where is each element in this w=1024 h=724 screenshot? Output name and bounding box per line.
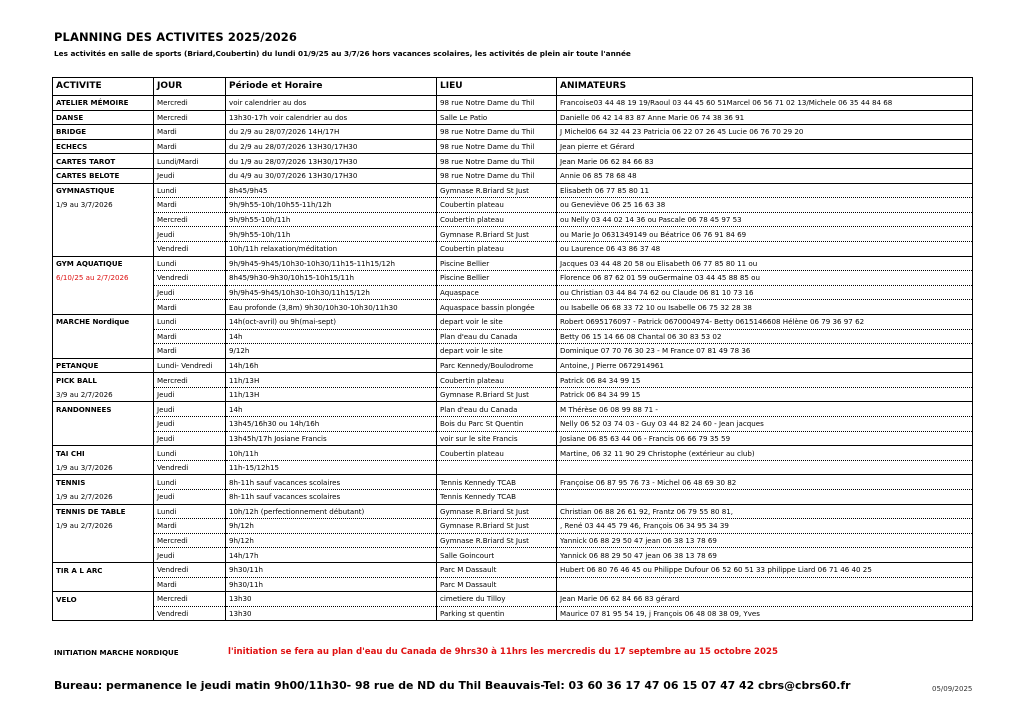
cell-activite (53, 431, 154, 446)
cell-activite: 3/9 au 2/7/2026 (53, 387, 154, 402)
cell-animateurs: ou Marie Jo 0631349149 ou Béatrice 06 76 91 84 69 (557, 227, 973, 242)
cell-lieu: 98 rue Notre Dame du Thil (437, 96, 557, 111)
cell-lieu: Aquaspace bassin plongée (437, 300, 557, 315)
cell-lieu: 98 rue Notre Dame du Thil (437, 168, 557, 183)
cell-lieu: Gymnase R.Briard St Just (437, 183, 557, 198)
page-title: PLANNING DES ACTIVITES 2025/2026 (54, 30, 297, 44)
cell-jour: Mardi (154, 519, 226, 534)
cell-jour: Mercredi (154, 96, 226, 111)
table-row (53, 271, 973, 286)
cell-jour: Jeudi (154, 285, 226, 300)
cell-jour: Mercredi (154, 110, 226, 125)
table-row (53, 563, 973, 578)
cell-lieu: Coubertin plateau (437, 373, 557, 388)
cell-animateurs: Betty 06 15 14 66 08 Chantal 06 30 83 53 02 (557, 329, 973, 344)
table-row (53, 446, 973, 461)
cell-periode: 14h (226, 329, 437, 344)
column-header-lieu: LIEU (437, 78, 557, 96)
table-row (53, 490, 973, 505)
cell-jour: Jeudi (154, 387, 226, 402)
cell-animateurs: Jean Marie 06 62 84 66 83 gérard (557, 592, 973, 607)
cell-animateurs: Francoise03 44 48 19 19/Raoul 03 44 45 60 51Marcel 06 56 71 02 13/Michele 06 35 44 84 68 (557, 96, 973, 111)
cell-periode: 14h(oct-avril) ou 9h(mai-sept) (226, 314, 437, 329)
table-row (53, 168, 973, 183)
column-header-jour: JOUR (154, 78, 226, 96)
table-row (53, 358, 973, 373)
column-header-animateurs: ANIMATEURS (557, 78, 973, 96)
cell-lieu: depart voir le site (437, 344, 557, 359)
column-header-activite: ACTIVITE (53, 78, 154, 96)
cell-activite: PETANQUE (53, 358, 154, 373)
cell-periode: du 4/9 au 30/07/2026 13H30/17H30 (226, 168, 437, 183)
cell-activite (53, 212, 154, 227)
cell-activite (53, 241, 154, 256)
table-row (53, 96, 973, 111)
table-row (53, 417, 973, 432)
cell-activite: ATELIER MÉMOIRE (53, 96, 154, 111)
cell-jour: Mercredi (154, 592, 226, 607)
cell-activite: 1/9 au 3/7/2026 (53, 460, 154, 475)
cell-lieu: Tennis Kennedy TCAB (437, 475, 557, 490)
cell-activite: TENNIS (53, 475, 154, 490)
page-subtitle: Les activités en salle de sports (Briard,Coubertin) du lundi 01/9/25 au 3/7/26 hors vacances scolaires, les activités de plein air toute l'année (54, 49, 631, 58)
cell-periode: 10h/11h relaxation/méditation (226, 241, 437, 256)
cell-activite: ECHECS (53, 139, 154, 154)
cell-activite (53, 344, 154, 359)
cell-animateurs: ou Nelly 03 44 02 14 36 ou Pascale 06 78 45 97 53 (557, 212, 973, 227)
cell-animateurs: Yannick 06 88 29 50 47 jean 06 38 13 78 69 (557, 533, 973, 548)
cell-animateurs: , René 03 44 45 79 46, François 06 34 95 34 39 (557, 519, 973, 534)
table-row (53, 300, 973, 315)
table-row (53, 285, 973, 300)
cell-lieu: Gymnase R.Briard St Just (437, 519, 557, 534)
print-date: 05/09/2025 (932, 685, 973, 693)
cell-animateurs: Nelly 06 52 03 74 03 - Guy 03 44 82 24 60 - Jean jacques (557, 417, 973, 432)
table-row (53, 256, 973, 271)
cell-animateurs: ou Geneviève 06 25 16 63 38 (557, 198, 973, 213)
cell-lieu: Gymnase R.Briard St Just (437, 504, 557, 519)
table-row (53, 241, 973, 256)
table-row (53, 227, 973, 242)
cell-animateurs: Hubert 06 80 76 46 45 ou Philippe Dufour 06 52 60 51 33 philippe Liard 06 71 46 40 25 (557, 563, 973, 578)
cell-jour: Lundi (154, 446, 226, 461)
cell-jour: Jeudi (154, 417, 226, 432)
cell-activite: TAI CHI (53, 446, 154, 461)
cell-animateurs: Martine, 06 32 11 90 29 Christophe (extérieur au club) (557, 446, 973, 461)
cell-periode: 8h45/9h45 (226, 183, 437, 198)
table-row (53, 329, 973, 344)
cell-lieu: depart voir le site (437, 314, 557, 329)
cell-periode: 14h/17h (226, 548, 437, 563)
cell-lieu: Tennis Kennedy TCAB (437, 490, 557, 505)
cell-lieu: 98 rue Notre Dame du Thil (437, 125, 557, 140)
table-row (53, 548, 973, 563)
cell-jour: Mercredi (154, 212, 226, 227)
cell-lieu: Parc M Dassault (437, 563, 557, 578)
cell-activite: CARTES TAROT (53, 154, 154, 169)
table-row (53, 344, 973, 359)
table-header-row (53, 78, 973, 96)
cell-periode: 14h/16h (226, 358, 437, 373)
cell-activite (53, 227, 154, 242)
initiation-label: INITIATION MARCHE NORDIQUE (54, 648, 179, 657)
table-row (53, 154, 973, 169)
initiation-text: l'initiation se fera au plan d'eau du Canada de 9hrs30 à 11hrs les mercredis du 17 septembre au 15 octobre 2025 (228, 647, 778, 657)
cell-activite: GYM AQUATIQUE (53, 256, 154, 271)
cell-activite: DANSE (53, 110, 154, 125)
cell-activite: RANDONNEES (53, 402, 154, 417)
cell-jour: Jeudi (154, 168, 226, 183)
table-row (53, 373, 973, 388)
cell-activite (53, 329, 154, 344)
table-row (53, 592, 973, 607)
cell-jour: Jeudi (154, 402, 226, 417)
table-body (53, 96, 973, 621)
cell-jour: Mardi (154, 198, 226, 213)
cell-animateurs: Patrick 06 84 34 99 15 (557, 373, 973, 388)
cell-animateurs: Danielle 06 42 14 83 87 Anne Marie 06 74 38 36 91 (557, 110, 973, 125)
column-header-periode: Période et Horaire (226, 78, 437, 96)
cell-animateurs: Robert 0695176097 - Patrick 0670004974- Betty 0615146608 Hélène 06 79 36 97 62 (557, 314, 973, 329)
table-row (53, 504, 973, 519)
cell-jour: Mardi (154, 125, 226, 140)
cell-animateurs: Josiane 06 85 63 44 06 - Francis 06 66 79 35 59 (557, 431, 973, 446)
cell-lieu: Aquaspace (437, 285, 557, 300)
cell-jour: Mercredi (154, 373, 226, 388)
cell-animateurs: ou Christian 03 44 84 74 62 ou Claude 06 81 10 73 16 (557, 285, 973, 300)
cell-periode: 9h/9h55-10h/11h (226, 227, 437, 242)
cell-animateurs: Antoine, J Pierre 0672914961 (557, 358, 973, 373)
cell-activite: CARTES BELOTE (53, 168, 154, 183)
cell-jour: Jeudi (154, 548, 226, 563)
cell-lieu: Plan d'eau du Canada (437, 329, 557, 344)
cell-periode: 9h/9h55-10h/10h55-11h/12h (226, 198, 437, 213)
cell-activite: TENNIS DE TABLE (53, 504, 154, 519)
cell-activite (53, 300, 154, 315)
cell-animateurs: Annie 06 85 78 68 48 (557, 168, 973, 183)
cell-animateurs: J Michel06 64 32 44 23 Patricia 06 22 07 26 45 Lucie 06 76 70 29 20 (557, 125, 973, 140)
cell-activite: 1/9 au 2/7/2026 (53, 490, 154, 505)
table-row (53, 139, 973, 154)
cell-animateurs: Jean Marie 06 62 84 66 83 (557, 154, 973, 169)
cell-activite: 1/9 au 2/7/2026 (53, 519, 154, 534)
cell-lieu (437, 460, 557, 475)
table-row (53, 577, 973, 592)
cell-activite: PICK BALL (53, 373, 154, 388)
cell-activite: BRIDGE (53, 125, 154, 140)
cell-animateurs (557, 490, 973, 505)
cell-activite: 1/9 au 3/7/2026 (53, 198, 154, 213)
cell-activite: MARCHE Nordique (53, 314, 154, 329)
cell-periode: 14h (226, 402, 437, 417)
cell-periode: 9h/9h55-10h/11h (226, 212, 437, 227)
cell-animateurs: Christian 06 88 26 61 92, Frantz 06 79 55 80 81, (557, 504, 973, 519)
cell-activite: 6/10/25 au 2/7/2026 (53, 271, 154, 286)
cell-lieu: 98 rue Notre Dame du Thil (437, 139, 557, 154)
cell-periode: 13h30 (226, 606, 437, 621)
cell-activite (53, 417, 154, 432)
cell-activite (53, 606, 154, 621)
cell-activite: VELO (53, 592, 154, 607)
cell-jour: Lundi- Vendredi (154, 358, 226, 373)
cell-jour: Lundi (154, 256, 226, 271)
cell-periode: 13h45/16h30 ou 14h/16h (226, 417, 437, 432)
cell-periode: 10h/11h (226, 446, 437, 461)
cell-jour: Mardi (154, 577, 226, 592)
cell-jour: Mardi (154, 300, 226, 315)
planning-table (52, 77, 973, 621)
cell-jour: Vendredi (154, 460, 226, 475)
cell-jour: Jeudi (154, 431, 226, 446)
cell-activite (53, 285, 154, 300)
cell-lieu: Bois du Parc St Quentin (437, 417, 557, 432)
cell-animateurs: ou Isabelle 06 68 33 72 10 ou Isabelle 06 75 32 28 38 (557, 300, 973, 315)
cell-lieu: Gymnase R.Briard St Just (437, 387, 557, 402)
cell-jour: Lundi (154, 314, 226, 329)
cell-periode: 11h/13H (226, 387, 437, 402)
cell-lieu: Salle Le Patio (437, 110, 557, 125)
table-row (53, 606, 973, 621)
cell-lieu: Coubertin plateau (437, 241, 557, 256)
cell-lieu: cimetiere du Tilloy (437, 592, 557, 607)
cell-lieu: Piscine Bellier (437, 256, 557, 271)
cell-periode: voir calendrier au dos (226, 96, 437, 111)
table-row (53, 212, 973, 227)
table-row (53, 183, 973, 198)
cell-animateurs: Jacques 03 44 48 20 58 ou Elisabeth 06 77 85 80 11 ou (557, 256, 973, 271)
cell-periode: 11h/13H (226, 373, 437, 388)
table-row (53, 431, 973, 446)
cell-jour: Mardi (154, 329, 226, 344)
table-row (53, 110, 973, 125)
cell-periode: du 1/9 au 28/07/2026 13H30/17H30 (226, 154, 437, 169)
cell-animateurs: ou Laurence 06 43 86 37 48 (557, 241, 973, 256)
cell-periode: 11h-15/12h15 (226, 460, 437, 475)
cell-lieu: voir sur le site Francis (437, 431, 557, 446)
table-row (53, 125, 973, 140)
cell-activite: GYMNASTIQUE (53, 183, 154, 198)
cell-periode: 8h-11h sauf vacances scolaires (226, 490, 437, 505)
cell-periode: 13h45h/17h Josiane Francis (226, 431, 437, 446)
initiation-note (54, 647, 778, 657)
cell-jour: Lundi (154, 475, 226, 490)
cell-jour: Jeudi (154, 490, 226, 505)
cell-lieu: 98 rue Notre Dame du Thil (437, 154, 557, 169)
table-row (53, 519, 973, 534)
cell-animateurs (557, 577, 973, 592)
cell-lieu: Parc M Dassault (437, 577, 557, 592)
cell-periode: 13h30 (226, 592, 437, 607)
cell-periode: Eau profonde (3,8m) 9h30/10h30-10h30/11h30 (226, 300, 437, 315)
cell-periode: du 2/9 au 28/07/2026 13H30/17H30 (226, 139, 437, 154)
cell-lieu: Coubertin plateau (437, 446, 557, 461)
cell-lieu: Salle Goincourt (437, 548, 557, 563)
cell-jour: Lundi (154, 504, 226, 519)
cell-lieu: Parking st quentin (437, 606, 557, 621)
cell-periode: 13h30-17h voir calendrier au dos (226, 110, 437, 125)
cell-periode: 9h/9h45-9h45/10h30-10h30/11h15/12h (226, 285, 437, 300)
cell-lieu: Parc Kennedy/Boulodrome (437, 358, 557, 373)
cell-animateurs (557, 460, 973, 475)
cell-jour: Vendredi (154, 606, 226, 621)
table-row (53, 387, 973, 402)
table-row (53, 460, 973, 475)
cell-jour: Lundi/Mardi (154, 154, 226, 169)
cell-periode: 9h/9h45-9h45/10h30-10h30/11h15-11h15/12h (226, 256, 437, 271)
cell-animateurs: Florence 06 87 62 01 59 ouGermaine 03 44 45 88 85 ou (557, 271, 973, 286)
table-row (53, 475, 973, 490)
bureau-contact: Bureau: permanence le jeudi matin 9h00/11h30- 98 rue de ND du Thil Beauvais-Tel: 03 60 36 17 47 06 15 07 47 42 cbrs@cbrs60.fr (54, 679, 851, 692)
cell-activite (53, 577, 154, 592)
cell-jour: Mercredi (154, 533, 226, 548)
cell-activite: TIR A L ARC (53, 563, 154, 578)
cell-periode: 8h45/9h30-9h30/10h15-10h15/11h (226, 271, 437, 286)
cell-activite (53, 533, 154, 548)
table-row (53, 533, 973, 548)
cell-lieu: Coubertin plateau (437, 212, 557, 227)
cell-animateurs: M Thérèse 06 08 99 88 71 - (557, 402, 973, 417)
cell-activite (53, 548, 154, 563)
cell-jour: Vendredi (154, 241, 226, 256)
cell-jour: Mardi (154, 139, 226, 154)
cell-periode: 9h30/11h (226, 577, 437, 592)
cell-jour: Mardi (154, 344, 226, 359)
cell-animateurs: Jean pierre et Gérard (557, 139, 973, 154)
cell-periode: 9h/12h (226, 519, 437, 534)
cell-lieu: Gymnase R.Briard St Just (437, 533, 557, 548)
cell-animateurs: Françoise 06 87 95 76 73 - Michel 06 48 69 30 82 (557, 475, 973, 490)
cell-jour: Vendredi (154, 563, 226, 578)
cell-jour: Jeudi (154, 227, 226, 242)
cell-periode: 8h-11h sauf vacances scolaires (226, 475, 437, 490)
cell-animateurs: Yannick 06 88 29 50 47 jean 06 38 13 78 69 (557, 548, 973, 563)
cell-periode: du 2/9 au 28/07/2026 14H/17H (226, 125, 437, 140)
cell-periode: 9h30/11h (226, 563, 437, 578)
cell-animateurs: Elisabeth 06 77 85 80 11 (557, 183, 973, 198)
cell-periode: 9/12h (226, 344, 437, 359)
cell-animateurs: Maurice 07 81 95 54 19, j François 06 48 08 38 09, Yves (557, 606, 973, 621)
cell-jour: Vendredi (154, 271, 226, 286)
cell-lieu: Coubertin plateau (437, 198, 557, 213)
cell-jour: Lundi (154, 183, 226, 198)
cell-periode: 9h/12h (226, 533, 437, 548)
cell-animateurs: Patrick 06 84 34 99 15 (557, 387, 973, 402)
cell-lieu: Plan d'eau du Canada (437, 402, 557, 417)
cell-lieu: Gymnase R.Briard St Just (437, 227, 557, 242)
cell-periode: 10h/12h (perfectionnement débutant) (226, 504, 437, 519)
cell-animateurs: Dominique 07 70 76 30 23 - M France 07 81 49 78 36 (557, 344, 973, 359)
table-row (53, 314, 973, 329)
cell-lieu: Piscine Bellier (437, 271, 557, 286)
table-row (53, 198, 973, 213)
table-row (53, 402, 973, 417)
